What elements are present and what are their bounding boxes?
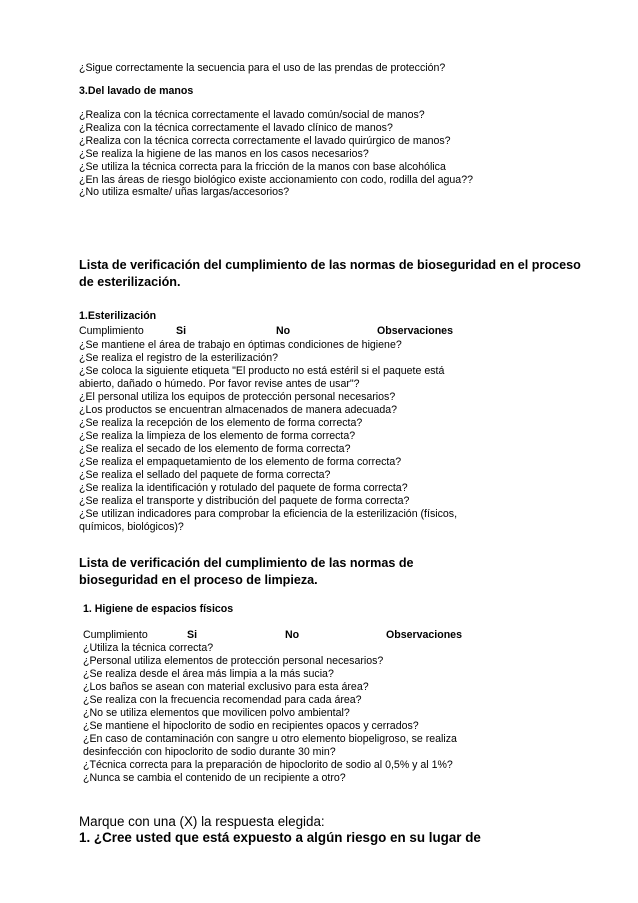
sterilization-title-line2: de esterilización. <box>79 275 181 289</box>
sterilization-column-no: No <box>276 325 291 337</box>
sterilization-list <box>79 339 457 534</box>
sterilization-column-compliance: Cumplimiento <box>79 325 144 337</box>
cleaning-title-line1: Lista de verificación del cumplimiento de las normas de <box>79 556 414 570</box>
list-item: ¿Se realiza desde el área más limpia a la más sucia? <box>83 668 334 680</box>
list-item: desinfección con hipoclorito de sodio durante 30 min? <box>83 746 336 758</box>
list-item: ¿Técnica correcta para la preparación de hipoclorito de sodio al 0,5% y al 1%? <box>83 759 453 771</box>
list-item: ¿Se realiza la limpieza de los elemento de forma correcta? <box>79 430 356 442</box>
list-item: ¿Los productos se encuentran almacenados de manera adecuada? <box>79 404 398 416</box>
cleaning-list <box>83 642 457 785</box>
cleaning-column-no: No <box>285 629 300 641</box>
list-item: ¿Nunca se cambia el contenido de un recipiente a otro? <box>83 772 346 784</box>
sterilization-column-observaciones: Observaciones <box>377 325 453 337</box>
cleaning-title-line2: bioseguridad en el proceso de limpieza. <box>79 573 318 587</box>
list-item: ¿Personal utiliza elementos de protección personal necesarios? <box>83 655 384 667</box>
list-item: ¿En las áreas de riesgo biológico existe accionamiento con codo, rodilla del agua?? <box>79 173 473 186</box>
list-item: ¿El personal utiliza los equipos de protección personal necesarios? <box>79 391 396 403</box>
list-item: abierto, dañado o húmedo. Por favor revise antes de usar"? <box>79 378 360 390</box>
list-item: ¿No utiliza esmalte/ uñas largas/accesorios? <box>79 186 290 199</box>
list-item: ¿Los baños se asean con material exclusivo para esta área? <box>83 681 369 693</box>
list-item: ¿Se utiliza la técnica correcta para la fricción de la manos con base alcohólica <box>79 160 446 173</box>
cleaning-section-heading: 1. Higiene de espacios físicos <box>83 603 234 615</box>
list-item: ¿Se coloca la siguiente etiqueta "El producto no está estéril si el paquete está <box>79 365 445 377</box>
list-item: ¿Se realiza el registro de la esterilización? <box>79 352 279 364</box>
closing-question: 1. ¿Cree usted que está expuesto a algún riesgo en su lugar de <box>79 830 481 845</box>
list-item: ¿Se realiza la recepción de los elemento de forma correcta? <box>79 417 363 429</box>
list-item: ¿Se realiza con la frecuencia recomendad para cada área? <box>83 694 362 706</box>
sterilization-section-heading: 1.Esterilización <box>79 310 157 322</box>
handwash-list <box>79 109 473 199</box>
cleaning-column-observaciones: Observaciones <box>386 629 462 641</box>
sterilization-title-line1: Lista de verificación del cumplimiento de las normas de bioseguridad en el proceso <box>79 258 581 272</box>
list-item: ¿Se realiza el transporte y distribución del paquete de forma correcta? <box>79 495 410 507</box>
handwash-heading: 3.Del lavado de manos <box>79 85 194 97</box>
list-item: ¿Realiza con la técnica correctamente el lavado clínico de manos? <box>79 121 393 134</box>
list-item: ¿En caso de contaminación con sangre u otro elemento biopeligroso, se realiza <box>83 733 457 745</box>
list-item: ¿Se realiza el secado de los elemento de forma correcta? <box>79 443 351 455</box>
list-item: ¿Se utilizan indicadores para comprobar la eficiencia de la esterilización (físicos, <box>79 508 458 520</box>
list-item: ¿Se mantiene el hipoclorito de sodio en recipientes opacos y cerrados? <box>83 720 419 732</box>
list-item: ¿Se mantiene el área de trabajo en óptimas condiciones de higiene? <box>79 339 402 351</box>
sterilization-column-si: Si <box>176 325 187 337</box>
closing-instruction: Marque con una (X) la respuesta elegida: <box>79 814 325 829</box>
list-item: ¿Realiza con la técnica correcta correctamente el lavado quirúrgico de manos? <box>79 134 451 147</box>
cleaning-column-compliance: Cumplimiento <box>83 629 148 641</box>
list-item: ¿Se realiza la identificación y rotulado del paquete de forma correcta? <box>79 482 408 494</box>
cleaning-column-si: Si <box>187 629 198 641</box>
intro-question: ¿Sigue correctamente la secuencia para el uso de las prendas de protección? <box>79 62 446 74</box>
list-item: ¿No se utiliza elementos que movilicen polvo ambiental? <box>83 707 350 719</box>
list-item: ¿Se realiza el empaquetamiento de los elemento de forma correcta? <box>79 456 402 468</box>
list-item: ¿Realiza con la técnica correctamente el lavado común/social de manos? <box>79 109 425 121</box>
list-item: ¿Se realiza la higiene de las manos en los casos necesarios? <box>79 147 369 160</box>
list-item: ¿Utiliza la técnica correcta? <box>83 642 214 654</box>
list-item: químicos, biológicos)? <box>79 521 184 533</box>
list-item: ¿Se realiza el sellado del paquete de forma correcta? <box>79 469 331 481</box>
